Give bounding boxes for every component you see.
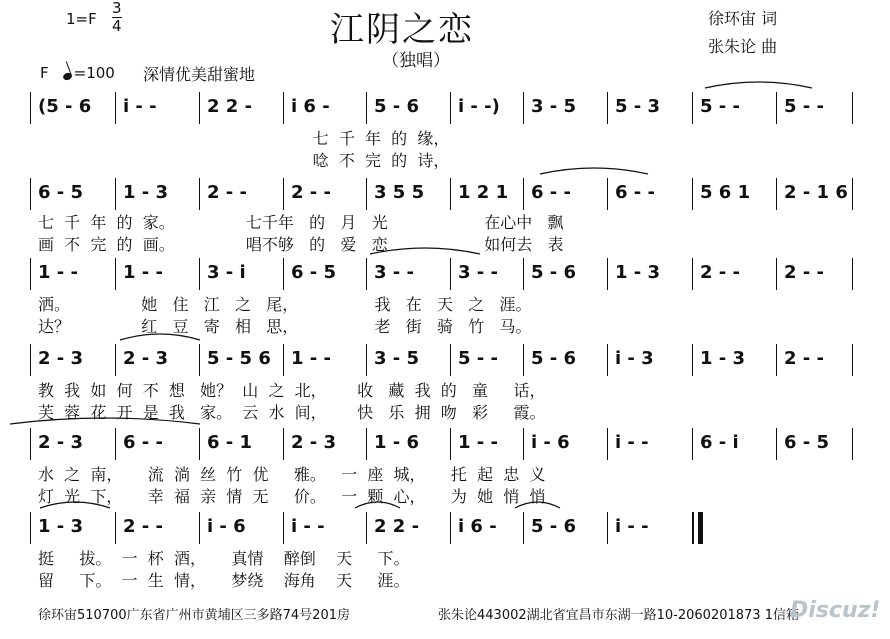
measure: 2 - - — [207, 182, 247, 203]
measure: 1 - - — [291, 348, 331, 369]
measure: i - - — [123, 96, 157, 117]
tempo-prefix: F — [40, 64, 49, 82]
measure: 5 - 6 — [531, 348, 577, 369]
measure: i - -) — [458, 96, 500, 117]
measure: 6 - 5 — [784, 432, 830, 453]
barline — [852, 344, 853, 376]
lyric-line: 留 下。 一 生 情， 梦绕 海角 天 涯。 — [38, 571, 410, 590]
measure: 2 - - — [784, 262, 824, 283]
measure: i - - — [615, 432, 649, 453]
score-line — [0, 344, 890, 380]
measure: 6 - 5 — [291, 262, 337, 283]
barline — [30, 92, 31, 124]
measure: i - 6 — [207, 516, 246, 537]
measure: i - - — [291, 516, 325, 537]
measure: 6 - 1 — [207, 432, 253, 453]
barline — [692, 92, 693, 124]
measure: (5 - 6 — [38, 96, 92, 117]
measure: 1 - 3 — [38, 516, 84, 537]
lyric-line: 画 不 完 的 画。 唱不够 的 爱 恋 如何去 表 — [38, 235, 564, 254]
barline — [776, 92, 777, 124]
barline — [283, 512, 284, 544]
barline — [523, 344, 524, 376]
barline — [523, 258, 524, 290]
final-barline — [698, 512, 703, 544]
measure: 1 - - — [38, 262, 78, 283]
measure: i - - — [615, 516, 649, 537]
tie-arc — [705, 82, 812, 88]
measure: 1 - 6 — [374, 432, 420, 453]
measure: 5 - 6 — [531, 516, 577, 537]
barline — [30, 344, 31, 376]
barline — [366, 258, 367, 290]
watermark-logo: Discuz! — [790, 598, 881, 623]
measure: 5 - 6 — [531, 262, 577, 283]
song-title: 江阴之恋 — [330, 10, 474, 50]
time-signature-bottom: 4 — [112, 17, 122, 35]
tempo-value: =100 — [73, 64, 115, 82]
barline — [283, 178, 284, 210]
barline — [366, 512, 367, 544]
barline — [607, 92, 608, 124]
lyric-line: 挺 拔。 一 杯 酒， 真情 醉倒 天 下。 — [38, 549, 410, 568]
measure: 2 - 3 — [38, 432, 84, 453]
barline — [450, 258, 451, 290]
barline — [450, 178, 451, 210]
score-line — [0, 92, 890, 128]
measure: 6 - - — [123, 432, 163, 453]
measure: 1 - 3 — [700, 348, 746, 369]
barline — [692, 178, 693, 210]
measure: 1 - - — [123, 262, 163, 283]
measure: 2 - 3 — [38, 348, 84, 369]
lyric-line: 水 之 南， 流 淌 丝 竹 优 雅。 一 座 城， 托 起 忠 义 — [38, 465, 546, 484]
measure: i 6 - — [458, 516, 497, 537]
measure: 6 - - — [531, 182, 571, 203]
barline — [607, 344, 608, 376]
measure: 1 - - — [458, 432, 498, 453]
barline — [450, 344, 451, 376]
time-signature — [112, 0, 122, 35]
measure: 3 - - — [374, 262, 414, 283]
lyric-line: 达？ 红 豆 寄 相 思， 老 街 骑 竹 马。 — [38, 317, 532, 336]
barline — [852, 258, 853, 290]
barline — [115, 428, 116, 460]
measure: 2 - - — [784, 348, 824, 369]
footer-lyricist-address: 徐环宙510700广东省广州市黄埔区三多路74号201房 — [38, 608, 350, 623]
measure: 3 - - — [458, 262, 498, 283]
barline — [199, 178, 200, 210]
barline — [115, 512, 116, 544]
measure: 2 - - — [700, 262, 740, 283]
barline — [523, 178, 524, 210]
score-line — [0, 178, 890, 214]
measure: 6 - - — [615, 182, 655, 203]
measure: 3 5 5 — [374, 182, 425, 203]
measure: 6 - i — [700, 432, 739, 453]
song-subtitle: （独唱） — [382, 51, 450, 71]
barline — [115, 258, 116, 290]
measure: i 6 - — [291, 96, 330, 117]
barline — [30, 512, 31, 544]
measure: 1 - 3 — [615, 262, 661, 283]
barline — [692, 344, 693, 376]
barline — [30, 428, 31, 460]
barline — [607, 428, 608, 460]
barline — [30, 258, 31, 290]
barline — [115, 344, 116, 376]
measure: i - 6 — [531, 432, 570, 453]
barline — [776, 178, 777, 210]
barline — [523, 512, 524, 544]
tie-arc — [540, 168, 648, 174]
measure: 1 - 3 — [123, 182, 169, 203]
barline — [692, 512, 694, 544]
measure: 5 - - — [458, 348, 498, 369]
barline — [115, 178, 116, 210]
composer-credit: 张朱论 曲 — [708, 37, 778, 56]
lyric-line: 唸 不 完 的 诗， — [38, 151, 450, 170]
barline — [366, 344, 367, 376]
score-line — [0, 428, 890, 464]
quarter-note-icon — [62, 72, 73, 82]
barline — [283, 428, 284, 460]
time-signature-top: 3 — [112, 0, 122, 17]
measure: i - 3 — [615, 348, 654, 369]
lyric-line: 七 千 年 的 家。 七千年 的 月 光 在心中 飘 — [38, 213, 564, 232]
lyricist-credit: 徐环宙 词 — [708, 9, 778, 28]
measure: 6 - 5 — [38, 182, 84, 203]
barline — [692, 428, 693, 460]
barline — [366, 178, 367, 210]
barline — [607, 258, 608, 290]
measure: 2 - - — [123, 516, 163, 537]
barline — [523, 428, 524, 460]
measure: 5 - 6 — [374, 96, 420, 117]
barline — [776, 258, 777, 290]
barline — [852, 428, 853, 460]
expression-marking: 深情优美甜蜜地 — [143, 65, 256, 84]
barline — [776, 344, 777, 376]
barline — [852, 178, 853, 210]
measure: 2 - 3 — [123, 348, 169, 369]
measure: 2 2 - — [374, 516, 420, 537]
barline — [450, 512, 451, 544]
barline — [607, 178, 608, 210]
measure: 2 - 1 6 — [784, 182, 848, 203]
barline — [607, 512, 608, 544]
measure: 5 - 3 — [615, 96, 661, 117]
barline — [283, 92, 284, 124]
barline — [450, 92, 451, 124]
barline — [199, 258, 200, 290]
measure: 5 - 5 6 — [207, 348, 271, 369]
lyric-line: 教 我 如 何 不 想 她？ 山 之 北， 收 藏 我 的 童 话， — [38, 381, 546, 400]
lyric-line: 七 千 年 的 缘， — [38, 129, 450, 148]
measure: 1 2 1 — [458, 182, 509, 203]
measure: 2 2 - — [207, 96, 253, 117]
barline — [199, 92, 200, 124]
measure: 5 - - — [784, 96, 824, 117]
barline — [366, 92, 367, 124]
barline — [776, 428, 777, 460]
score-line — [0, 258, 890, 294]
measure: 2 - 3 — [291, 432, 337, 453]
tempo-marking — [40, 64, 115, 82]
measure: 3 - i — [207, 262, 246, 283]
measure: 5 6 1 — [700, 182, 751, 203]
barline — [366, 428, 367, 460]
lyric-line: 芙 蓉 花 开 是 我 家。 云 水 间， 快 乐 拥 吻 彩 霞。 — [38, 403, 546, 422]
barline — [692, 258, 693, 290]
measure: 3 - 5 — [374, 348, 420, 369]
barline — [199, 428, 200, 460]
barline — [450, 428, 451, 460]
lyric-line: 洒。 她 住 江 之 尾， 我 在 天 之 涯。 — [38, 295, 532, 314]
barline — [30, 178, 31, 210]
barline — [199, 512, 200, 544]
measure: 2 - - — [291, 182, 331, 203]
measure: 5 - - — [700, 96, 740, 117]
measure: 3 - 5 — [531, 96, 577, 117]
lyric-line: 灯 光 下， 幸 福 亲 情 无 价。 一 颗 心， 为 她 悄 悄 — [38, 487, 546, 506]
barline — [115, 92, 116, 124]
barline — [852, 92, 853, 124]
barline — [283, 258, 284, 290]
barline — [199, 344, 200, 376]
footer-composer-address: 张朱论443002湖北省宜昌市东湖一路10-2060201873 1信箱 — [438, 608, 799, 623]
key-signature: 1=F — [66, 10, 97, 28]
barline — [283, 344, 284, 376]
score-line — [0, 512, 890, 548]
barline — [523, 92, 524, 124]
